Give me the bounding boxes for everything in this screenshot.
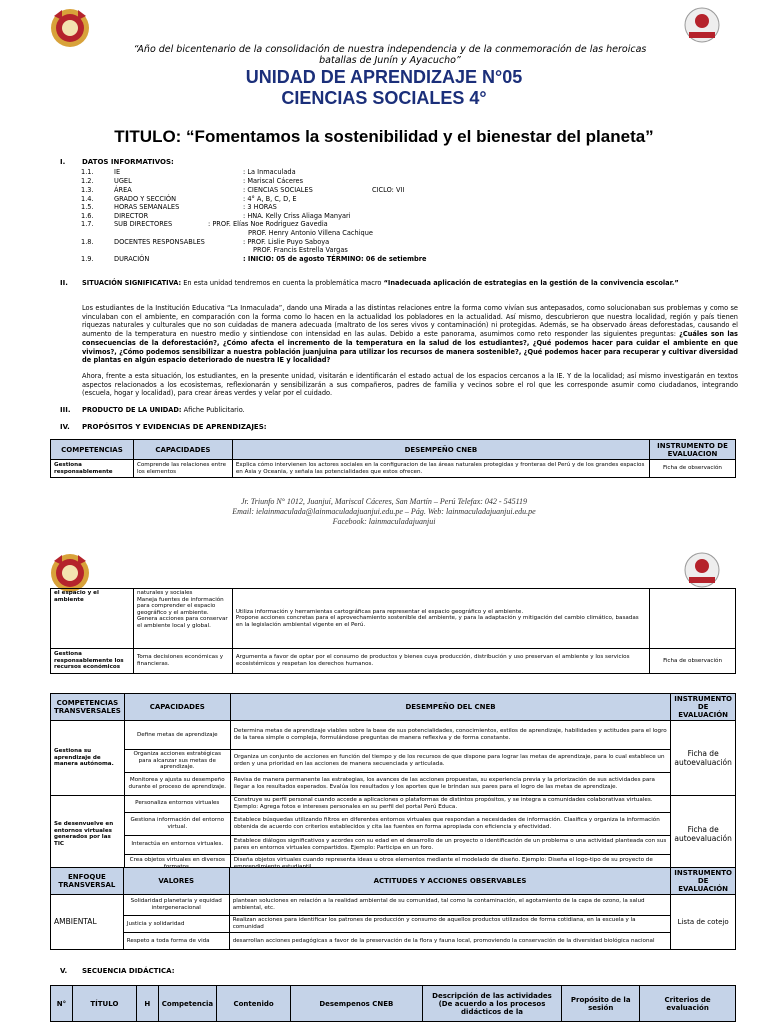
desempeno-cell: Diseña objetos virtuales cuando representa ideas u otros elementos mediante el modelado de diseño. Ejemplo: Diseña el logo-tipo de su proyecto de [230,854,671,873]
datos-value: : La Inmaculada [243,168,296,176]
enfoque-transversal-table [50,867,736,950]
table-row [51,812,736,835]
situacion-macro: “Inadecuada aplicación de estrategias en la gestión de la convivencia escolar.” [383,279,679,287]
capacidad-cell: Comprende las relaciones entre los elementos [133,460,232,478]
capacidad-cell: Crea objetos virtuales en diversos [124,854,230,873]
datos-label: DIRECTOR [114,212,149,220]
table-row [51,460,736,478]
section-number: V. [60,967,68,975]
situacion-intro: En esta unidad tendremos en cuenta la problemática macro [183,279,382,287]
column-header: INSTRUMENTO DE EVALUACION [650,440,736,460]
school-crest-logo-icon [48,6,92,50]
capacidad-cell: Gestiona información del entorno virtual. [124,812,230,835]
table-row [51,933,736,950]
datos-value: : PROF. Elías Noe Rodriguez Gavedia [208,220,328,228]
column-header: VALORES [123,868,229,895]
page-gap [0,535,768,547]
capacidad-text: naturales y sociales [136,590,193,596]
datos-label: HORAS SEMANALES [114,203,180,211]
competencias-transversales-table [50,693,736,874]
table-row [51,895,736,916]
column-header: ACTITUDES Y ACCIONES OBSERVABLES [229,868,671,895]
section-number: II. [60,279,68,287]
institution-seal-icon [683,6,721,48]
competencia-cell: Se desenvuelve en entornos virtuales generados por las TIC [51,795,125,873]
datos-value: : 4° A, B, C, D, E [243,195,297,203]
instrumento-cell: Ficha de observación [650,649,736,674]
valor-cell: Solidaridad planetaria y equidad intergeneracional [123,895,229,916]
section-heading-propositos: PROPÓSITOS Y EVIDENCIAS DE APRENDIZAJES: [82,423,267,431]
datos-num: 1.3. [81,186,94,194]
table-row [51,772,736,795]
column-header: Criterios de evaluación [640,986,736,1022]
datos-label: IE [114,168,121,176]
datos-label: DURACIÓN [114,255,150,263]
datos-num: 1.8. [81,238,94,246]
datos-label: ÁREA [114,186,132,194]
column-header: Contenido [217,986,291,1022]
datos-ciclo: CICLO: VII [372,186,405,194]
desempeno-cell [232,589,649,649]
competencia-cell: Gestiona responsablemente los recursos económicos [51,649,134,674]
column-header: CAPACIDADES [133,440,232,460]
secuencia-table [50,985,736,1022]
column-header: Desempenos CNEB [291,986,423,1022]
institution-seal-icon [683,551,721,593]
datos-num: 1.2. [81,177,94,185]
section-number: I. [60,158,66,166]
footer-facebook: Facebook: lainmaculadajuanjui [332,517,436,526]
column-header: DESEMPEÑO DEL CNEB [230,694,671,721]
table-row [51,916,736,933]
desempeno-cell: Construye su perfil personal cuando accede a aplicaciones o plataformas de distintos propósitos, y se integra a comunidades colaborativas virtuales. Ejemplo: Agrega fotos e intereses personales en su perfil del portal Perú Educa. [230,795,671,812]
section-heading-producto: PRODUCTO DE LA UNIDAD: [82,406,182,414]
instrumento-cell: Ficha de observación [650,460,736,478]
column-header: COMPETENCIAS [51,440,134,460]
subject-title: CIENCIAS SOCIALES 4° [281,88,487,108]
desempeno-text: Propone acciones concretas para el aprovechamiento sostenible del ambiente, y para la adaptación y mitigación del cambio climático, basadas en la legislación ambiental vigente en el Perú. [235,615,639,628]
capacidad-text: Genera acciones para conservar el ambiente local y global. [136,616,228,629]
document-page-2 [0,547,768,1024]
datos-num: 1.6. [81,212,94,220]
capacidad-text: Maneja fuentes de información para comprender el espacio geográfico y el ambiente. [136,596,224,616]
datos-value-extra: PROF. Henry Antonio Villena Cachique [248,229,373,237]
producto-line [82,406,245,414]
column-header: H [136,986,158,1022]
table-row [51,721,736,750]
instrumento-cell: Ficha de autoevaluación [671,795,736,873]
valor-cell: Respeto a toda forma de vida [123,933,229,950]
situacion-paragraph-2: Ahora, frente a esta situación, los estudiantes, en la presente unidad, visitarán e identificarán el estado actual de los espacios cercanos a la IE. Y de la localidad; así mismo investigarán en textos aspectos relacionados a los ecosistemas, reflexionarán y sensibilizarán a sus compañeros, padres de familia y vecinos sobre el rol que les corresponde asumir como ciudadanos, integrando (escuela, hogar y localidad), para crear áreas verdes y velar por el cuidado. [82,372,738,398]
table-row [51,649,736,674]
datos-label: SUB DIRECTORES [114,220,173,228]
situacion-heading [82,279,738,288]
column-header: DESEMPEÑO CNEB [232,440,649,460]
column-header: INSTRUMENTO DE EVALUACIÓN [671,694,736,721]
instrumento-cell [650,589,736,649]
capacidad-cell: Interactúa en entornos virtuales. [124,835,230,854]
capacidad-cell [133,589,232,649]
table-header-row [51,440,736,460]
datos-num: 1.5. [81,203,94,211]
competencias-table-continued [50,588,736,674]
desempeno-cell: Explica cómo intervienen los actores sociales en la configuracion de las áreas naturales protegidas y fronteras del Perú y de los grandes espacios en Asia y Oceania, y señala las potencialidades que estos ofrecen. [232,460,649,478]
datos-value-extra: PROF. Francis Estrella Vargas [253,246,348,254]
capacidad-cell: Define metas de aprendizaje [124,721,230,750]
section-number: III. [60,406,71,414]
column-header: N° [51,986,73,1022]
column-header: COMPETENCIAS TRANSVERSALES [51,694,125,721]
year-motto: “Año del bicentenario de la consolidación de nuestra independencia y de la conmemoración de las heroicas batallas de Junín y Ayacucho” [133,44,647,66]
datos-num: 1.4. [81,195,94,203]
datos-value: : PROF. Lislie Puyo Saboya [243,238,330,246]
producto-value: Afiche Publicitario. [183,406,245,414]
actitud-cell: plantean soluciones en relación a la realidad ambiental de su comunidad, tal como la contaminación, el agotamiento de la capa de ozono, la salud ambiental, etc. [229,895,671,916]
column-header: Descripción de las actividades (De acuerdo a los procesos didácticos de la [422,986,562,1022]
datos-label: DOCENTES RESPONSABLES [114,238,205,246]
table-header-row [51,986,736,1022]
section-heading-datos: DATOS INFORMATIVOS: [82,158,174,166]
instrumento-cell: Ficha de autoevaluación [671,721,736,796]
capacidad-cell: Organiza acciones estratégicas para alcanzar sus metas de aprendizaje. [124,750,230,773]
section-heading-situacion: SITUACIÓN SIGNIFICATIVA: [82,279,182,287]
capacidad-cell: Toma decisiones económicas y financieras. [133,649,232,674]
datos-label: UGEL [114,177,132,185]
datos-value: : Mariscal Cáceres [243,177,304,185]
actitud-cell: Realizan acciones para identificar los patrones de producción y consumo de aquellos productos utilizados de forma cotidiana, en la escuela y la comunidad [229,916,671,933]
footer-address: Jr. Triunfo N° 1012, Juanjuí, Mariscal Cáceres, San Martín – Perú Telefax: 042 - 545119 [241,497,527,506]
valor-cell: Justicia y solidaridad [123,916,229,933]
competencias-table [50,439,736,478]
datos-num: 1.7. [81,220,94,228]
desempeno-cell: Argumenta a favor de optar por el consumo de productos y bienes cuya producción, distribución y uso preservan el ambiente y los servicios ecosistémicos y respetan los derechos humanos. [232,649,649,674]
competencia-cell: Gestiona responsablemente [51,460,134,478]
desempeno-cell: Organiza un conjunto de acciones en función del tiempo y de los recursos de que dispone para lograr las metas de aprendizaje, para lo cual establece un orden y una prioridad en las acciones de manera secuenciada y articulada. [230,750,671,773]
page-title: TITULO: “Fomentamos la sostenibilidad y el bienestar del planeta” [114,127,654,146]
datos-value: : 3 HORAS [243,203,277,211]
actitud-cell: desarrollan acciones pedagógicas a favor de la preservación de la flora y fauna local, promoviendo la conservación de la diversidad biológica nacional [229,933,671,950]
desempeno-cell: Establece búsquedas utilizando filtros en diferentes entornos virtuales que respondan a necesidades de información. Clasifica y organiza la información obtenida de acuerdo con criterios establecidos y cita las fuentes en forma apropiada con eficiencia y efectividad. [230,812,671,835]
datos-value: : INICIO: 05 de agosto TÉRMINO: 06 de setiembre [243,255,427,263]
competencia-cell: Gestiona su aprendizaje de manera autónoma. [51,721,125,796]
datos-num: 1.1. [81,168,94,176]
datos-label: GRADO Y SECCIÓN [114,195,177,203]
column-header: CAPACIDADES [124,694,230,721]
enfoque-cell: AMBIENTAL [51,895,124,950]
table-header-row [51,694,736,721]
column-header: ENFOQUE TRANSVERSAL [51,868,124,895]
instrumento-cell: Lista de cotejo [671,895,736,950]
desempeno-cell: Establece diálogos significativos y acordes con su edad en el desarrollo de un proyecto o identificación de un problema o una actividad planteada con sus pares en entornos virtuales compartidos. Ejemplo: Participa en un foro. [230,835,671,854]
unit-title: UNIDAD DE APRENDIZAJE N°05 [245,67,523,87]
footer-contact: Email: ielainmaculada@lainmaculadajuanjui.edu.pe – Pág. Web: lainmaculadajuanjui.edu.pe [232,507,536,516]
section-number: IV. [60,423,70,431]
column-header: Propósito de la sesión [562,986,640,1022]
table-row [51,835,736,854]
table-row [51,589,736,649]
capacidad-cell: Personaliza entornos virtuales [124,795,230,812]
datos-num: 1.9. [81,255,94,263]
datos-value: : CIENCIAS SOCIALES [243,186,313,194]
datos-value: : HNA. Kelly Criss Aliaga Manyari [243,212,351,220]
section-heading-secuencia: SECUENCIA DIDÁCTICA: [82,967,175,975]
desempeno-cell: Determina metas de aprendizaje viables sobre la base de sus potencialidades, conocimientos, estilos de aprendizaje, habilidades y actitudes para el logro de la tarea simple o compleja, formulándose preguntas de manera reflexiva y de forma constante. [230,721,671,750]
table-row [51,795,736,812]
desempeno-text: Utiliza información y herramientas cartográficas para representar el espacio geográfico y el ambiente. [235,608,524,615]
competencia-cell: el espacio y el ambiente [51,589,134,649]
column-header: INSTRUMENTO DE EVALUACIÓN [671,868,736,895]
column-header: Competencia [158,986,216,1022]
situacion-questions: ¿Cuáles son las consecuencias de la deforestación?, ¿Cómo afecta el incremento de la temperatura en la salud de los estudiantes?, ¿Qué podemos hacer para cuidar el ambiente en que vivimos?, ¿Cómo podemos sensibilizar a nuestra población juanjuina para utilizar los recursos de manera sostenible?, ¿Qué podemos hacer para recuperar y cultivar diversidad de plantas en algún espacio deteriorado de nuestra IE y localidad? [82,330,738,365]
desempeno-cell: Revisa de manera permanente las estrategias, los avances de las acciones propuestas, su experiencia previa y la priorización de sus actividades para llegar a los resultados esperados. Evalúa los resultados y los aportes que le brindan sus pares para el logro de las metas de aprendizaje. [230,772,671,795]
column-header: TÍTULO [72,986,136,1022]
table-row [51,750,736,773]
situacion-text: Los estudiantes de la Institución Educativa “La Inmaculada”, dando una Mirada a las distintas relaciones entre la forma como vivían sus antepasados, como solucionaban sus problemas y como se vinculaban con el ambiente, en comparación con la forma como lo hacen en la actualidad los pobladores en la actualidad. Así mismo, descubrieron que nuestra localidad, región y país tienen riquezas naturales y culturales que no son cuidadas de manera adecuada (maltrato de los seres vivos y contaminación) ni protegidas. Además, se ha observado áreas deforestadas, causando el aumento de la temperatura en nuestro medio y sintiendose con intensidad en las aulas. Debido a este panorama, asumimos como reto responder las siguientes preguntas: [82,304,738,339]
situacion-paragraph-1 [82,304,738,365]
table-header-row [51,868,736,895]
capacidad-cell: Monitorea y ajusta su desempeño durante el proceso de aprendizaje. [124,772,230,795]
